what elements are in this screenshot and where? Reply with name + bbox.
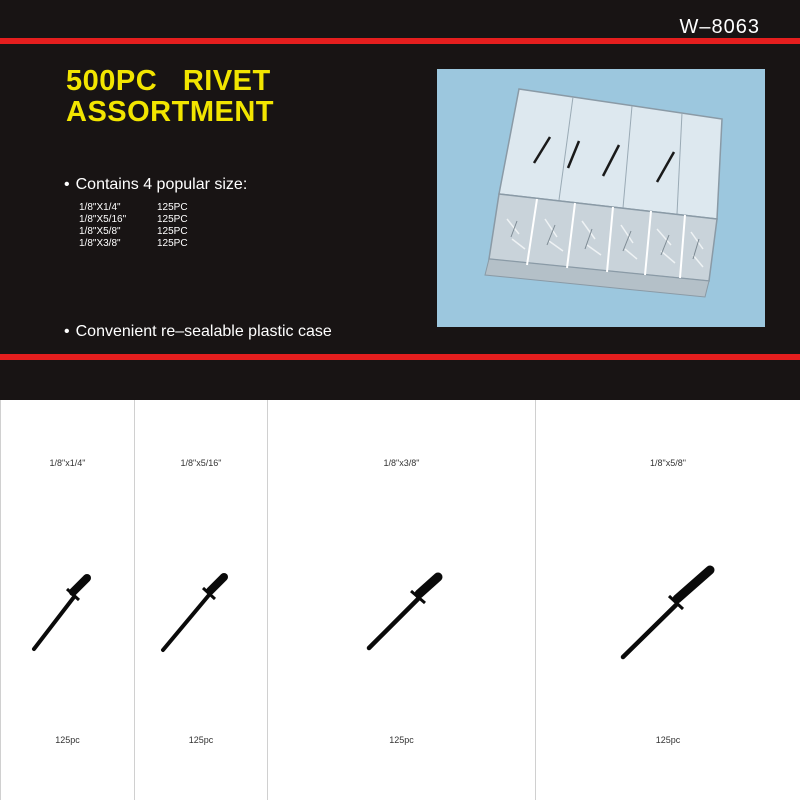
feature-text: Convenient re–sealable plastic case <box>75 323 332 340</box>
feature-bullet-sizes <box>64 176 247 194</box>
rivet-size-panel <box>0 400 800 800</box>
size-label: 1/8"X5/16" <box>79 214 127 225</box>
rivet-count-label: 125pc <box>389 735 414 745</box>
bottom-red-stripe <box>0 354 800 360</box>
rivet-size-label: 1/8"x5/16" <box>180 458 222 468</box>
rivet-count-label: 125pc <box>188 735 214 745</box>
size-list-row <box>79 202 188 214</box>
bullet-dot-icon: • <box>64 176 70 193</box>
rivet-size-label: 1/8"x1/4" <box>49 458 86 468</box>
size-label: 1/8"X3/8" <box>79 238 121 249</box>
size-list-row <box>79 214 188 226</box>
size-qty: 125PC <box>157 202 188 213</box>
rivet-icon <box>268 565 537 655</box>
rivet-size-cell <box>134 400 268 800</box>
feature-text: Contains 4 popular size: <box>75 176 248 193</box>
size-list-row <box>79 226 188 238</box>
size-list-row <box>79 238 188 250</box>
rivet-size-label: 1/8"x5/8" <box>650 458 686 468</box>
rivet-count-label: 125pc <box>55 735 80 745</box>
rivet-size-cell <box>0 400 135 800</box>
size-qty: 125PC <box>157 238 188 249</box>
size-qty: 125PC <box>157 214 188 225</box>
product-title <box>66 66 274 128</box>
rivet-icon <box>536 565 800 665</box>
case-illustration <box>437 69 765 327</box>
rivet-size-cell <box>267 400 536 800</box>
size-qty: 125PC <box>157 226 188 237</box>
title-line-1: 500PC RIVET <box>66 65 271 97</box>
size-label: 1/8"X1/4" <box>79 202 121 213</box>
size-label: 1/8"X5/8" <box>79 226 121 237</box>
bullet-dot-icon: • <box>64 323 70 340</box>
feature-bullet-case <box>64 323 332 341</box>
size-list <box>79 202 188 250</box>
rivet-icon <box>135 565 269 655</box>
title-line-2: ASSORTMENT <box>66 96 274 128</box>
rivet-icon <box>1 565 136 655</box>
rivet-size-cell <box>535 400 800 800</box>
rivet-count-label: 125pc <box>655 735 681 745</box>
rivet-kit-case-photo <box>437 69 765 327</box>
model-code: W–8063 <box>679 16 760 38</box>
rivet-size-label: 1/8"x3/8" <box>383 458 420 468</box>
